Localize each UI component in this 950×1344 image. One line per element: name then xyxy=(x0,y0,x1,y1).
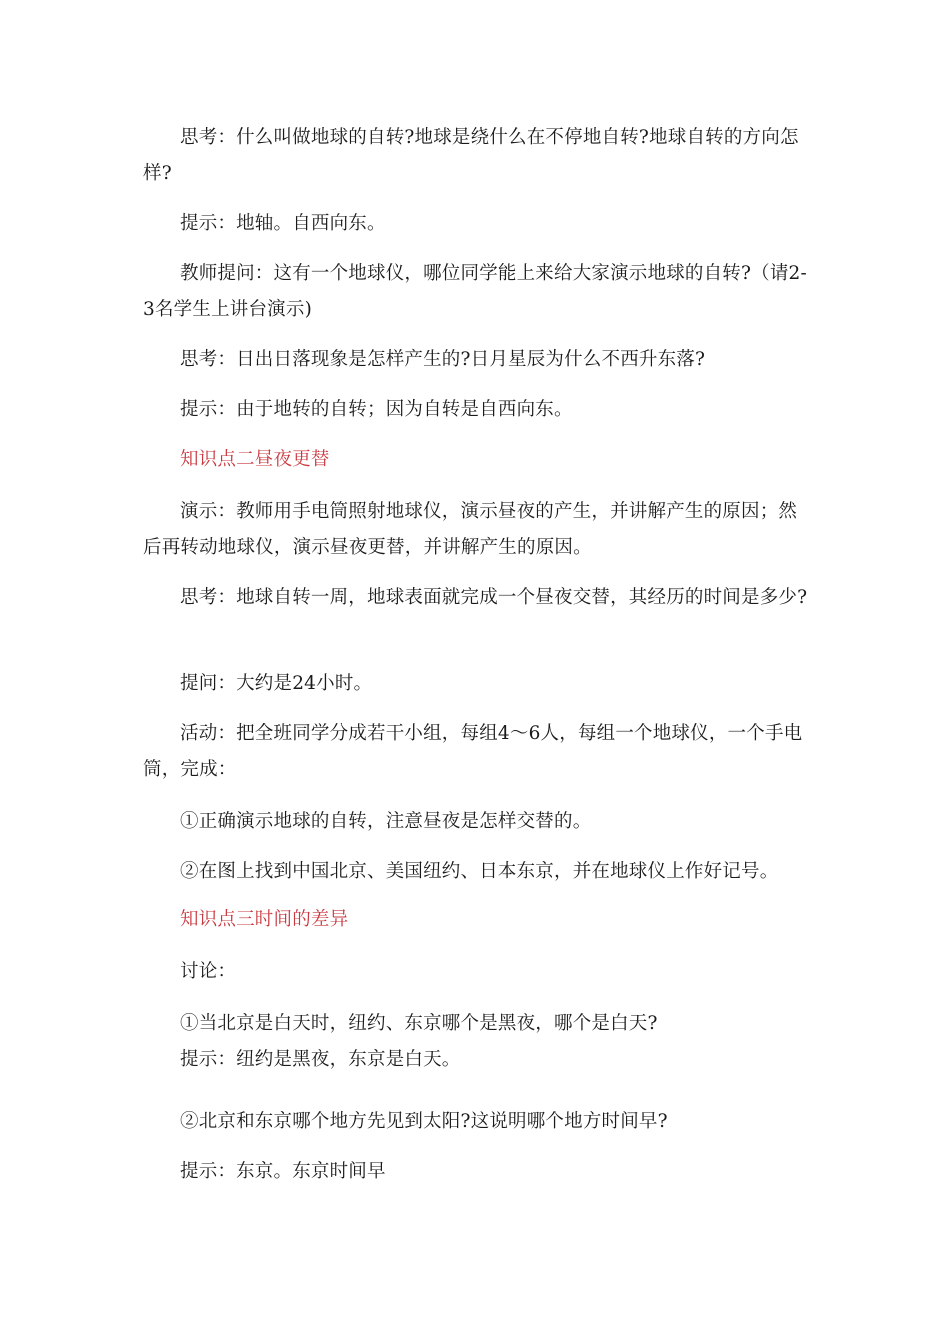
paragraph-hint-axis: 提示：地轴。自西向东。 xyxy=(180,213,386,234)
list-item-beijing-daytime: ①当北京是白天时，纽约、东京哪个是黑夜，哪个是白天? xyxy=(180,1013,658,1034)
section-heading-time-difference: 知识点三时间的差异 xyxy=(180,909,349,930)
paragraph-activity-groups: 活动：把全班同学分成若干小组，每组4～6人，每组一个地球仪，一个手电筒，完成： xyxy=(143,723,803,780)
paragraph-hint-rotation: 提示：由于地转的自转；因为自转是自西向东。 xyxy=(180,399,573,420)
paragraph-hint-tokyo-earlier: 提示：东京。东京时间早 xyxy=(180,1161,386,1182)
paragraph-demo-flashlight: 演示：教师用手电筒照射地球仪，演示昼夜的产生，并讲解产生的原因；然后再转动地球仪，演示昼夜更替，并讲解产生的原因。 xyxy=(143,501,798,558)
paragraph-hint-newyork-tokyo: 提示：纽约是黑夜，东京是白天。 xyxy=(180,1049,461,1070)
paragraph-teacher-question: 教师提问：这有一个地球仪，哪位同学能上来给大家演示地球的自转?（请2-3名学生上讲台演示) xyxy=(143,263,807,320)
paragraph-think-sunrise: 思考：日出日落现象是怎样产生的?日月星辰为什么不西升东落? xyxy=(180,349,706,370)
paragraph-answer-24-hours: 提问：大约是24小时。 xyxy=(180,673,373,694)
paragraph-think-rotation: 思考：什么叫做地球的自转?地球是绕什么在不停地自转?地球自转的方向怎样? xyxy=(143,127,799,184)
list-item-sun-first: ②北京和东京哪个地方先见到太阳?这说明哪个地方时间早? xyxy=(180,1111,668,1132)
section-heading-day-night: 知识点二昼夜更替 xyxy=(180,449,330,470)
paragraph-think-one-rotation: 思考：地球自转一周，地球表面就完成一个昼夜交替，其经历的时间是多少? xyxy=(180,587,808,608)
paragraph-discussion: 讨论： xyxy=(180,961,237,982)
list-item-mark-cities: ②在图上找到中国北京、美国纽约、日本东京，并在地球仪上作好记号。 xyxy=(180,861,779,882)
list-item-demo-rotation: ①正确演示地球的自转，注意昼夜是怎样交替的。 xyxy=(180,811,592,832)
